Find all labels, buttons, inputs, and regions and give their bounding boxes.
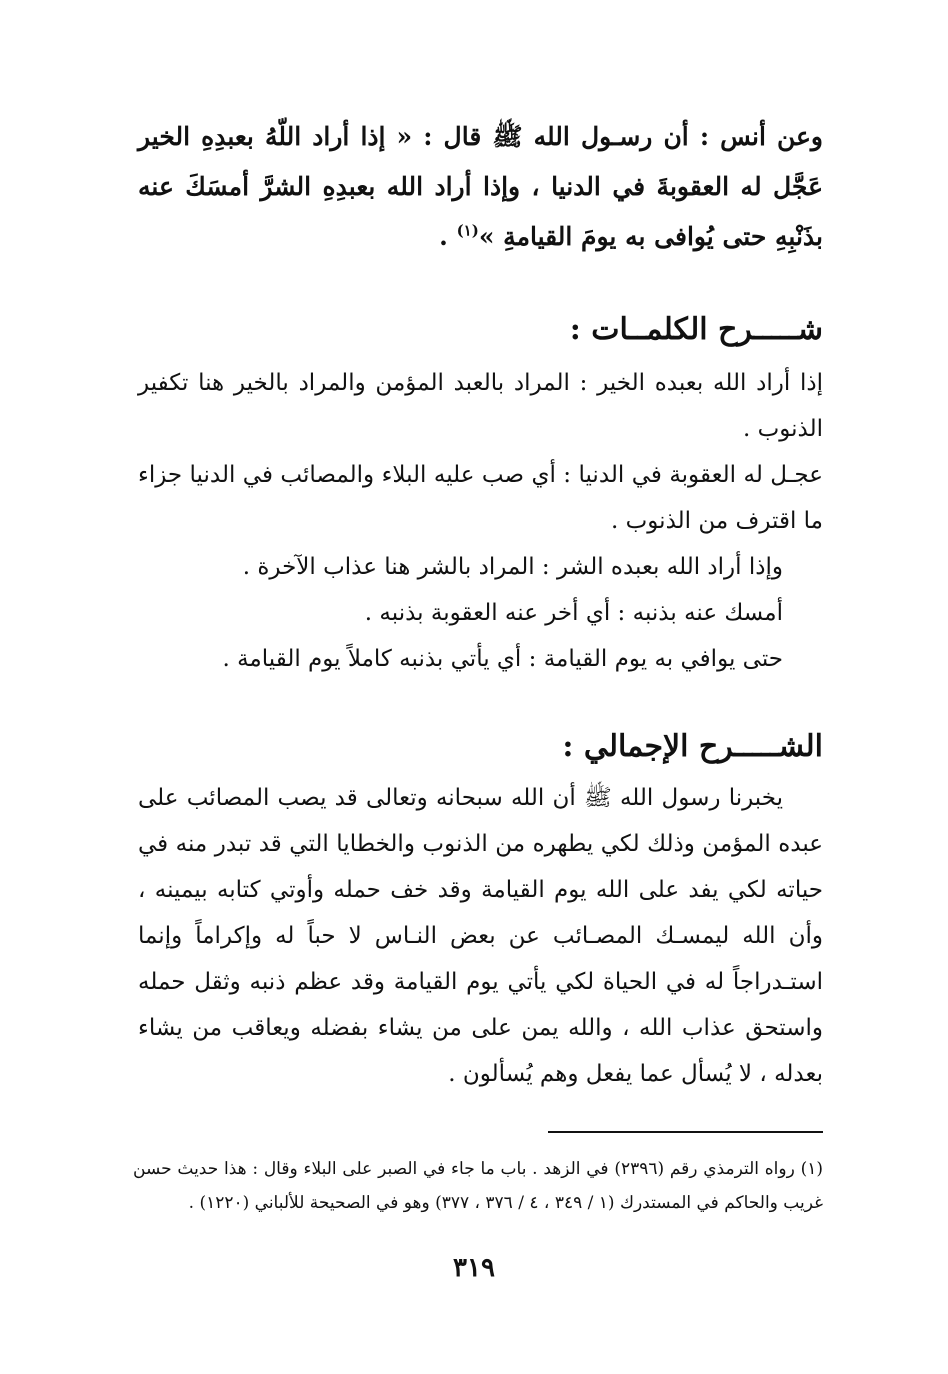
glossary-item: عجـل له العقوبة في الدنيا : أي صب عليه البلاء والمصائب في الدنيا جزاء ما اقترف من الذنوب .	[138, 462, 823, 534]
footnote-divider	[548, 1131, 823, 1133]
glossary-item: أمسك عنه بذنبه : أي أخر عنه العقوبة بذنبه .	[364, 600, 783, 626]
hadith-paragraph	[138, 112, 823, 262]
page-number: ٣١٩	[453, 1253, 495, 1283]
footnote-marker: (١)	[456, 221, 479, 240]
glossary-item: وإذا أراد الله بعبده الشر : المراد بالشر هنا عذاب الآخرة .	[242, 554, 783, 580]
glossary-list	[138, 360, 823, 682]
glossary-item: إذا أراد الله بعبده الخير : المراد بالعبد المؤمن والمراد بالخير هنا تكفير الذنوب .	[138, 370, 823, 442]
summary-paragraph: يخبرنا رسول الله ﷺ أن الله سبحانه وتعالى قد يصب المصائب على عبده المؤمن وذلك لكي يطهره من الذنوب والخطايا التي قد تبدر منه في حياته لكي يفد على الله يوم القيامة وقد خف حمله وأوتي كتابه بيمينه ، وأن الله ليمسـك المصـائب عن بعض النـاس لا حباً له وإكراماً وإنما استـدراجاً له في الحياة لكي يأتي يوم القيامة وقد عظم ذنبه وثقل حمله واستحق عذاب الله ، والله يمن على من يشاء بفضله ويعاقب من يشاء بعدله ، لا يُسأل عما يفعل وهم يُسألون .	[138, 785, 823, 1087]
summary-section	[138, 775, 823, 1097]
glossary-item: حتى يوافي به يوم القيامة : أي يأتي بذنبه كاملاً يوم القيامة .	[222, 646, 783, 672]
hadith-text: وعن أنس : أن رسـول الله ﷺ قال : « إذا أراد اللّهُ بعبدِهِ الخير عَجَّل له العقوبةَ في الدنيا ، وإذا أراد الله بعبدِهِ الشرَّ أمسَكَ عنه بذَنْبِهِ حتى يُوافى به يومَ القيامةِ »	[138, 122, 823, 251]
footnote-text: (١) رواه الترمذي رقم (٢٣٩٦) في الزهد . باب ما جاء في الصبر على البلاء وقال : هذا حديث حسن غريب والحاكم في المستدرك (١ / ٣٤٩ ، ٤ / ٣٧٦ ، ٣٧٧) وهو في الصحيحة للألباني (١٢٢٠) .	[133, 1159, 823, 1213]
summary-heading: الشـــــرح الإجمالي :	[562, 729, 823, 764]
footnote	[133, 1152, 823, 1220]
glossary-heading: شـــــرح الكلمــات :	[569, 312, 823, 347]
hadith-end: .	[439, 222, 457, 251]
